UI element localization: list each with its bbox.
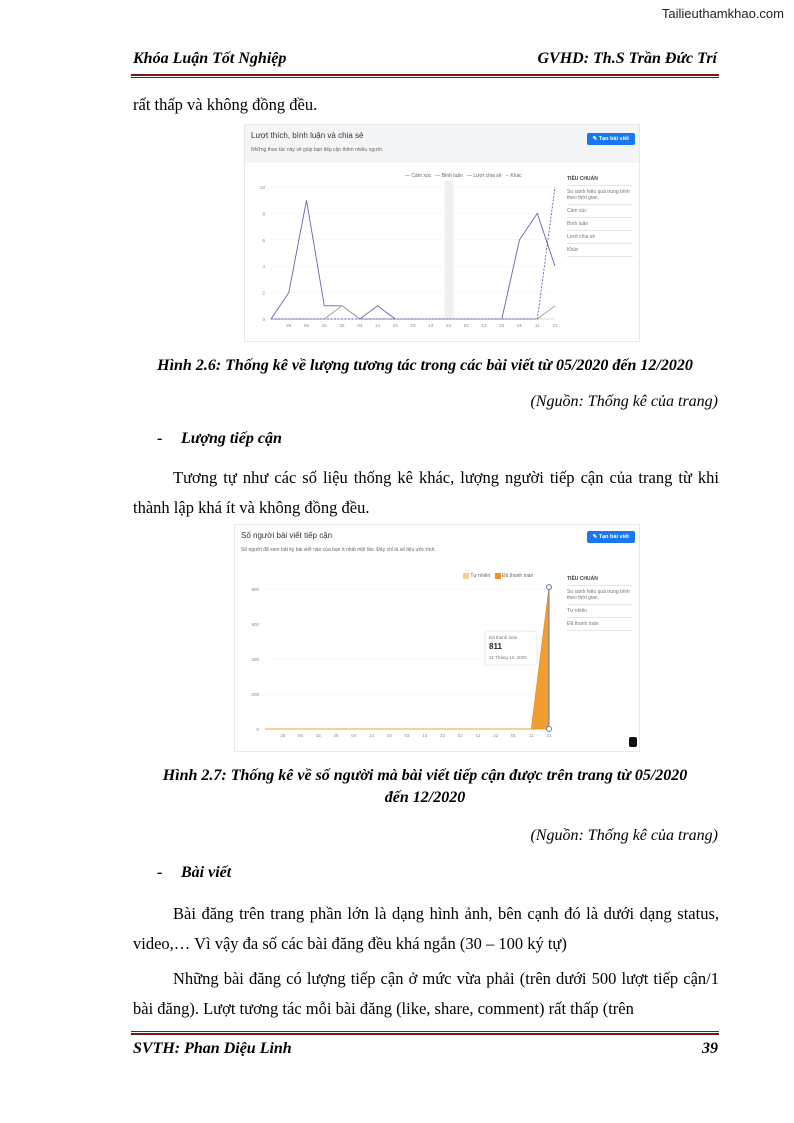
x-tick-label: 12 <box>475 733 481 738</box>
x-tick-label: 23 <box>445 323 452 328</box>
tooltip-date: 21 Tháng 12, 2020 <box>489 655 527 661</box>
x-tick-label: 04 <box>351 733 357 738</box>
marker-point <box>547 585 552 590</box>
figure-subtitle: Những thao tác này sẽ giúp bạn tiếp cận thêm nhiều người. <box>251 147 384 153</box>
figure-header-bar <box>245 125 639 163</box>
criteria-panel <box>567 573 633 631</box>
legend-item: — Lượt chia sẻ <box>467 173 502 179</box>
x-tick-label: 23 <box>439 733 446 738</box>
bullet-dash: - <box>157 864 163 881</box>
x-tick-label: 13 <box>422 733 428 738</box>
chart-legend <box>463 573 533 579</box>
panel-heading: TIÊU CHUẨN <box>567 573 633 586</box>
interactions-line-chart <box>249 181 561 341</box>
series-line <box>271 306 555 319</box>
y-tick-label: 400 <box>251 657 259 662</box>
panel-item-comments[interactable]: Bình luận <box>567 218 633 231</box>
footer-student: SVTH: Phan Diệu Linh <box>133 1040 292 1057</box>
marker-point <box>547 727 552 732</box>
x-tick-label: 12 <box>481 323 487 328</box>
chat-icon[interactable] <box>629 737 637 747</box>
x-tick-label: 26 <box>286 323 292 328</box>
figure-title: Lượt thích, bình luận và chia sẻ <box>251 131 364 140</box>
bullet-dash: - <box>157 430 163 447</box>
x-tick-label: 15 <box>315 733 321 738</box>
x-tick-label: 11 <box>528 733 534 738</box>
figure-subtitle: Số người đã xem bất kỳ bài viết nào của bạn ít nhất một lần. Đây chỉ là số liệu ước tính. <box>241 547 436 553</box>
figure2-caption-line1: Hình 2.7: Thống kê về số người mà bài viết tiếp cận được trên trang từ 05/2020 <box>162 767 688 784</box>
x-tick-label: 13 <box>428 323 434 328</box>
figure-interactions <box>244 124 640 342</box>
x-tick-label: 04 <box>357 323 363 328</box>
figure-reach <box>234 524 640 752</box>
footer-page-number: 39 <box>702 1040 718 1057</box>
x-tick-label: 05 <box>297 733 304 738</box>
panel-description: So sánh hiệu quả trung bình theo thời gian. <box>567 186 633 205</box>
section-heading-reach: Lượng tiếp cận <box>181 430 282 447</box>
header-advisor: GVHD: Th.S Trần Đức Trí <box>537 50 717 67</box>
x-tick-label: 14 <box>368 733 375 738</box>
y-tick-label: 10 <box>259 185 265 190</box>
x-tick-label: 03 <box>404 733 410 738</box>
x-tick-label: 26 <box>280 733 286 738</box>
panel-item-shares[interactable]: Lượt chia sẻ <box>567 231 633 244</box>
legend-item-paid: Đã thanh toán <box>495 573 534 579</box>
x-tick-label: 24 <box>392 323 398 328</box>
y-tick-label: 8 <box>262 211 265 217</box>
header-thesis-title: Khóa Luận Tốt Nghiệp <box>133 50 287 67</box>
panel-item-organic[interactable]: Tự nhiên <box>567 605 633 618</box>
x-tick-label: 01 <box>516 323 523 328</box>
x-tick-label: 15 <box>321 323 327 328</box>
y-tick-label: 4 <box>262 264 265 270</box>
figure2-caption-line2: đến 12/2020 <box>384 789 466 806</box>
x-tick-label: 25 <box>333 733 339 738</box>
series-line <box>271 187 555 319</box>
header-rule <box>131 74 719 78</box>
x-tick-label: 01 <box>510 733 517 738</box>
x-tick-label: 14 <box>374 323 381 328</box>
reach-paragraph: Tương tự như các số liệu thống kê khác, lượng người tiếp cận của trang từ khi thành lập khá ít và không đồng đều. <box>133 468 719 517</box>
intro-paragraph: rất thấp và không đồng đều. <box>133 95 318 114</box>
x-tick-label: 02 <box>463 323 469 328</box>
footer-rule <box>131 1031 719 1035</box>
y-tick-label: 2 <box>262 290 265 296</box>
x-tick-label: 22 <box>493 733 499 738</box>
x-tick-label: 21 <box>552 323 558 328</box>
y-tick-label: 800 <box>251 587 259 592</box>
x-tick-label: 02 <box>457 733 463 738</box>
figure1-caption: Hình 2.6: Thống kê về lượng tương tác trong các bài viết từ 05/2020 đến 12/2020 <box>157 357 693 374</box>
figure-header-bar <box>235 525 639 559</box>
y-tick-label: 0 <box>256 727 259 732</box>
posts-paragraph-1: Bài đăng trên trang phần lớn là dạng hình ảnh, bên cạnh đó là dưới dạng status, video,… Vì vậy đa số các bài đăng đều khá ngắn (30 – 100 ký tự) <box>133 904 719 953</box>
watermark: Tailieuthamkhao.com <box>661 6 784 21</box>
x-tick-label: 11 <box>534 323 540 328</box>
posts-paragraph-2: Những bài đăng có lượng tiếp cận ở mức vừa phải (trên dưới 500 lượt tiếp cận/1 bài đăng). Lượt tương tác mỗi bài đăng (like, share, comment) rất thấp (trên <box>133 969 719 1018</box>
create-post-button[interactable]: ✎ Tạo bài viết <box>587 531 635 543</box>
figure1-source: (Nguồn: Thống kê của trang) <box>530 393 718 410</box>
panel-description: So sánh hiệu quả trung bình theo thời gian. <box>567 586 633 605</box>
figure-title: Số người bài viết tiếp cận <box>241 531 333 540</box>
chart-legend <box>405 173 522 179</box>
panel-heading: TIÊU CHUẨN <box>567 173 633 186</box>
section-heading-posts: Bài viết <box>181 864 232 881</box>
reach-area-chart <box>235 583 555 751</box>
legend-item: — Bình luận <box>435 173 463 179</box>
tooltip-label: Đã thanh toán <box>489 635 518 641</box>
tooltip-value: 811 <box>489 642 502 652</box>
x-tick-label: 03 <box>410 323 416 328</box>
panel-item-paid[interactable]: Đã thanh toán <box>567 618 633 631</box>
x-tick-label: 05 <box>303 323 310 328</box>
series-line <box>271 200 555 319</box>
criteria-panel <box>567 173 633 257</box>
y-tick-label: 200 <box>251 692 259 697</box>
y-tick-label: 0 <box>262 317 265 322</box>
legend-item: — Cảm xúc <box>405 173 432 179</box>
x-tick-label: 25 <box>339 323 345 328</box>
y-tick-label: 600 <box>251 622 259 627</box>
legend-item-organic: Tự nhiên <box>463 573 490 579</box>
create-post-button[interactable]: ✎ Tạo bài viết <box>587 133 635 145</box>
legend-item: -- Khác <box>505 173 522 179</box>
x-tick-label: 21 <box>546 733 552 738</box>
panel-item-reactions[interactable]: Cảm xúc <box>567 205 633 218</box>
highlight-column <box>445 181 454 319</box>
x-tick-label: 22 <box>499 323 505 328</box>
figure2-source: (Nguồn: Thống kê của trang) <box>530 827 718 844</box>
panel-item-other[interactable]: Khác <box>567 244 633 257</box>
y-tick-label: 6 <box>262 237 265 243</box>
x-tick-label: 24 <box>386 733 392 738</box>
